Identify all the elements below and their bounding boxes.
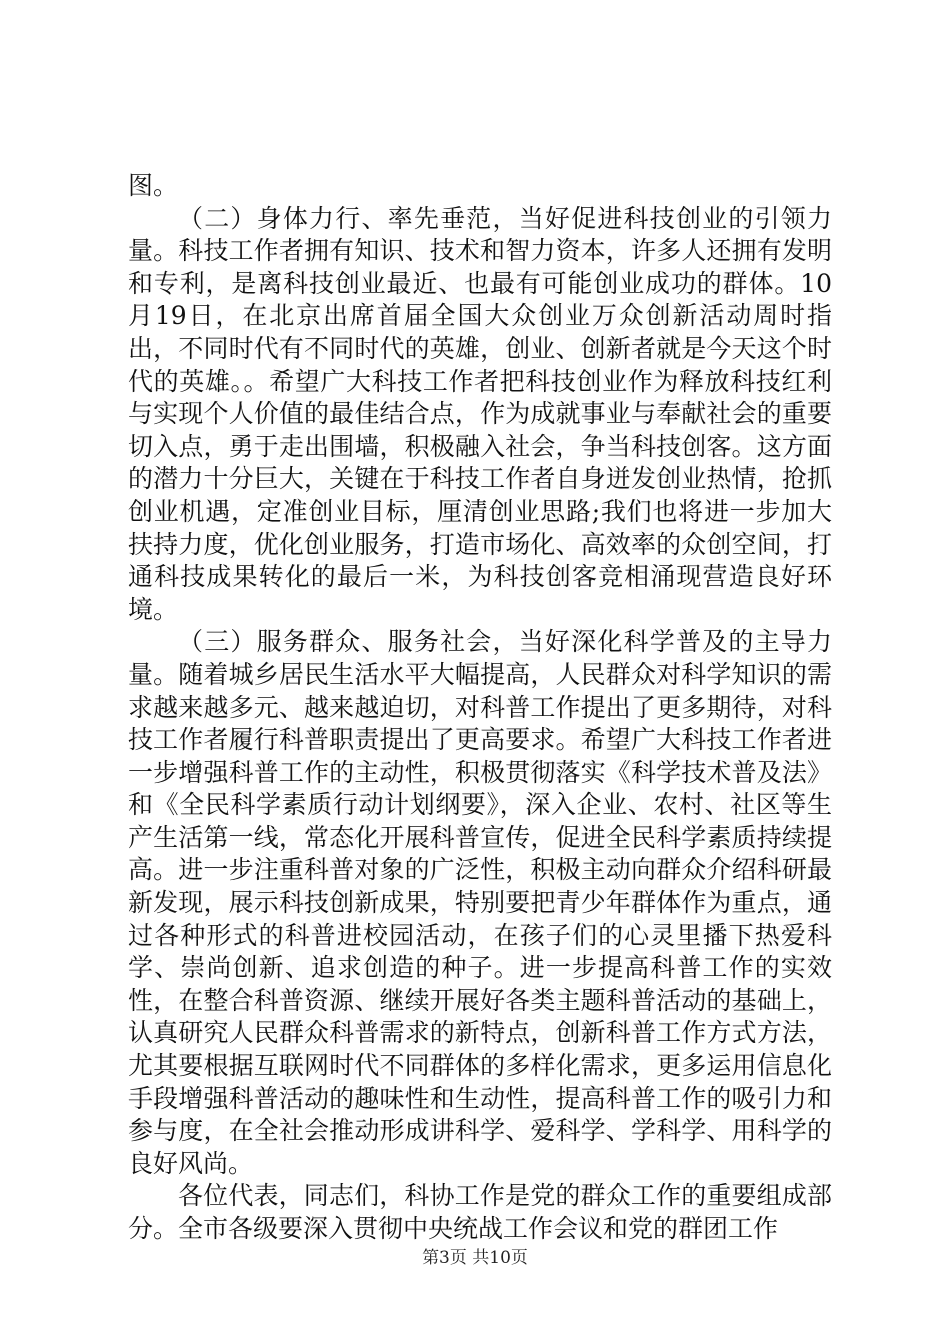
- page-footer: 第3页 共10页: [422, 1248, 528, 1268]
- paragraph-section-three: （三）服务群众、服务社会，当好深化科学普及的主导力量。随着城乡居民生活水平大幅提高，人民群众对科学知识的需求越来越多元、越来越迫切，对科普工作提出了更多期待，对科技工作者履行科普职责提出了更高要求。希望广大科技工作者进一步增强科普工作的主动性，积极贯彻落实《科学技术普及法》和《全民科学素质行动计划纲要》，深入企业、农村、社区等生产生活第一线，常态化开展科普宣传，促进全民科学素质持续提高。进一步注重科普对象的广泛性，积极主动向群众介绍科研最新发现，展示科技创新成果，特别要把青少年群体作为重点，通过各种形式的科普进校园活动，在孩子们的心灵里播下热爱科学、崇尚创新、追求创造的种子。进一步提高科普工作的实效性，在整合科普资源、继续开展好各类主题科普活动的基础上，认真研究人民群众科普需求的新特点，创新科普工作方式方法，尤其要根据互联网时代不同群体的多样化需求，更多运用信息化手段增强科普活动的趣味性和生动性，提高科普工作的吸引力和参与度，在全社会推动形成讲科学、爱科学、学科学、用科学的良好风尚。: [128, 627, 832, 1178]
- paragraph-section-two: （二）身体力行、率先垂范，当好促进科技创业的引领力量。科技工作者拥有知识、技术和智力资本，许多人还拥有发明和专利，是离科技创业最近、也最有可能创业成功的群体。10月19日，在北京出席首届全国大众创业万众创新活动周时指出，不同时代有不同时代的英雄，创业、创新者就是今天这个时代的英雄。。希望广大科技工作者把科技创业作为释放科技红利与实现个人价值的最佳结合点，作为成就事业与奉献社会的重要切入点，勇于走出围墙，积极融入社会，争当科技创客。这方面的潜力十分巨大，关键在于科技工作者自身迸发创业热情，抢抓创业机遇，定准创业目标，厘清创业思路;我们也将进一步加大扶持力度，优化创业服务，打造市场化、高效率的众创空间，打通科技成果转化的最后一米，为科技创客竞相涌现营造良好环境。: [128, 203, 832, 624]
- paragraph-continuation: 图。: [128, 171, 179, 200]
- document-body: [128, 170, 832, 1246]
- paragraph-closing: 各位代表，同志们，科协工作是党的群众工作的重要组成部分。全市各级要深入贯彻中央统战工作会议和党的群团工作: [128, 1181, 832, 1243]
